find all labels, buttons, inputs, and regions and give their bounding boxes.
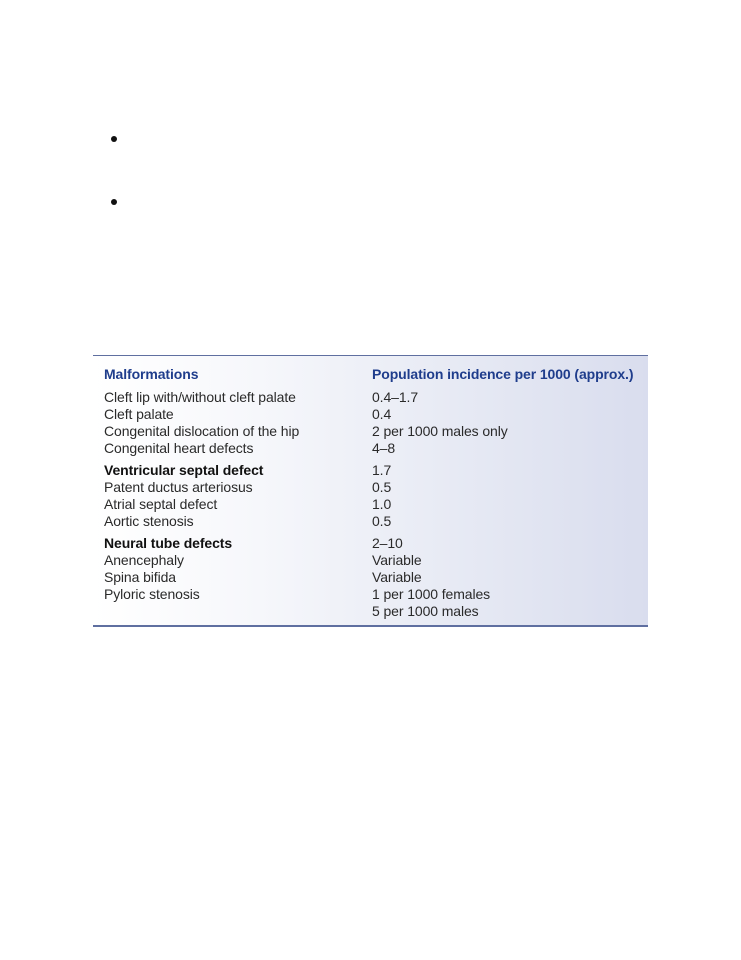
table-row: [104, 569, 644, 586]
table-row: [104, 457, 644, 479]
malformations-table-panel: [93, 355, 648, 627]
incidence-cell: 2–10: [372, 535, 403, 551]
incidence-cell: 2 per 1000 males only: [372, 423, 508, 439]
bullet-icon: [111, 199, 117, 205]
table-row: [104, 552, 644, 569]
incidence-cell: 0.5: [372, 479, 392, 495]
malformation-cell: Pyloric stenosis: [104, 586, 200, 602]
table-row: [104, 440, 644, 457]
malformation-cell: [104, 603, 372, 620]
malformation-cell: Patent ductus arteriosus: [104, 479, 253, 495]
malformation-cell: Cleft lip with/without cleft palate: [104, 389, 296, 405]
incidence-cell: Variable: [372, 552, 422, 568]
incidence-cell: 1.7: [372, 462, 392, 478]
incidence-cell: Variable: [372, 569, 422, 585]
malformation-cell: Spina bifida: [104, 569, 176, 585]
incidence-cell: 0.4–1.7: [372, 389, 419, 405]
malformation-cell: Cleft palate: [104, 406, 174, 422]
malformation-cell: Atrial septal defect: [104, 496, 218, 512]
table-row: [104, 496, 644, 513]
table-header-row: [104, 366, 644, 389]
table-row: [104, 389, 644, 406]
incidence-cell: 5 per 1000 males: [372, 603, 479, 619]
table-row: [104, 423, 644, 440]
table-row: [104, 586, 644, 603]
header-incidence: Population incidence per 1000 (approx.): [372, 366, 634, 382]
table-row: [104, 603, 644, 620]
table-row: [104, 530, 644, 552]
incidence-cell: 0.4: [372, 406, 392, 422]
table-row: [104, 479, 644, 496]
incidence-cell: 0.5: [372, 513, 392, 529]
incidence-cell: 1 per 1000 females: [372, 586, 491, 602]
malformation-cell: Aortic stenosis: [104, 513, 194, 529]
bullet-icon: [111, 136, 117, 142]
incidence-cell: 4–8: [372, 440, 396, 456]
table-row: [104, 406, 644, 423]
malformation-cell: Congenital dislocation of the hip: [104, 423, 300, 439]
malformation-cell: Congenital heart defects: [104, 440, 254, 456]
malformation-cell: Ventricular septal defect: [104, 462, 264, 478]
malformation-cell: Anencephaly: [104, 552, 184, 568]
header-malformations: Malformations: [104, 366, 199, 382]
malformations-table: [104, 366, 644, 620]
table-row: [104, 513, 644, 530]
incidence-cell: 1.0: [372, 496, 392, 512]
malformation-cell: Neural tube defects: [104, 535, 233, 551]
